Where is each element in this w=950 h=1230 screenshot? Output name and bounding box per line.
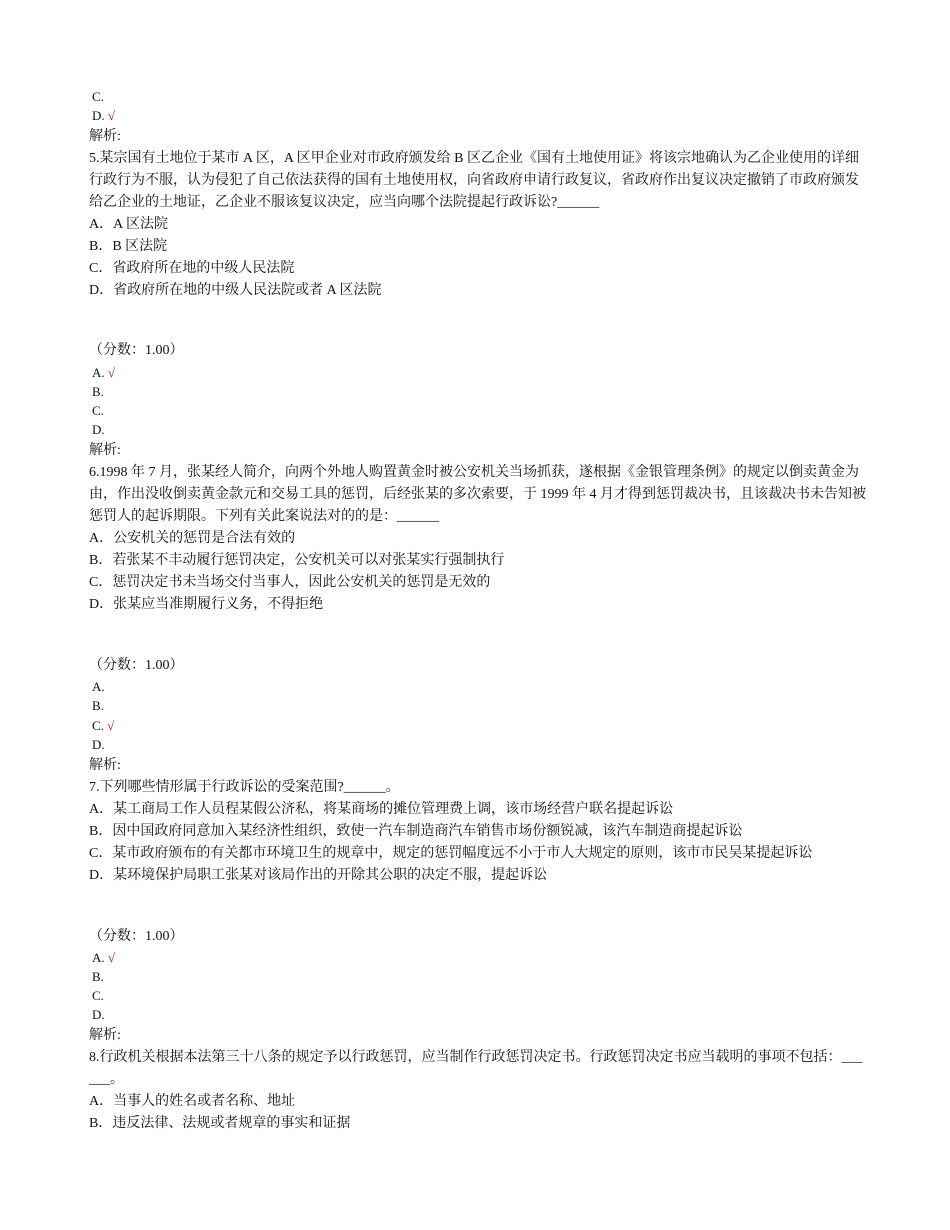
q6-line-3: 惩罚人的起诉期限。下列有关此案说法对的的是：______ [89, 509, 439, 524]
q7-answer-c: C. [92, 988, 104, 1003]
correct-check-mark: √ [107, 950, 116, 965]
q6-answer-b: B. [92, 698, 104, 713]
q6-answer-c: C. √ [92, 718, 115, 733]
q7-option-c: C．某市政府颁布的有关都市环境卫生的规章中，规定的惩罚幅度远不小于市人大规定的原则，该市市民吴某提起诉讼 [89, 846, 813, 861]
q6-answer-d: D. [92, 737, 105, 752]
q8-line-2: ___。 [89, 1072, 124, 1087]
q5-option-a: A．A 区法院 [89, 217, 168, 232]
q5-answer-c: C. [92, 403, 104, 418]
correct-check-mark: √ [107, 718, 115, 733]
q5-line-1: 5.某宗国有土地位于某市 A 区，A 区甲企业对市政府颁发给 B 区乙企业《国有土地使用证》将该宗地确认为乙企业使用的详细 [89, 151, 860, 166]
q6-option-a: A．公安机关的惩罚是合法有效的 [89, 531, 296, 546]
analysis-label: 解析: [89, 443, 121, 458]
analysis-label: 解析: [89, 129, 121, 144]
correct-check-mark: √ [107, 365, 116, 380]
q6-answer-a: A. [92, 679, 105, 694]
correct-check-mark: √ [107, 108, 116, 123]
q7-answer-a: A. √ [92, 950, 116, 965]
q5-answer-a: A. √ [92, 365, 116, 380]
q7-score: （分数：1.00） [89, 929, 184, 944]
q6-option-b: B．若张某不丰动履行惩罚决定，公安机关可以对张某实行强制执行 [89, 553, 505, 568]
q5-answer-d: D. [92, 422, 105, 437]
q6-option-c: C．惩罚决定书未当场交付当事人，因此公安机关的惩罚是无效的 [89, 575, 491, 590]
q8-option-b: B．违反法律、法规或者规章的事实和证据 [89, 1116, 351, 1131]
q5-option-b: B．B 区法院 [89, 239, 168, 254]
q7-option-b: B．因中国政府同意加入某经济性组织，致使一汽车制造商汽车销售市场份额锐减，该汽车制造商提起诉讼 [89, 824, 743, 839]
q5-option-c: C．省政府所在地的中级人民法院 [89, 261, 295, 276]
q6-line-1: 6.1998 年 7 月，张某经人简介，向两个外地人购置黄金时被公安机关当场抓获，遂根据《金银管理条例》的规定以倒卖黄金为 [89, 465, 859, 480]
q5-line-2: 行政行为不服，认为侵犯了自己依法获得的国有土地使用权，向省政府申请行政复议，省政府作出复议决定撤销了市政府颁发 [89, 173, 859, 188]
top-option-d: D. √ [92, 108, 116, 123]
q7-option-d: D．某环境保护局职工张某对该局作出的开除其公职的决定不服，提起诉讼 [89, 868, 548, 883]
q6-option-d: D．张某应当准期履行义务，不得拒绝 [89, 597, 324, 612]
q7-option-a: A．某工商局工作人员程某假公济私，将某商场的摊位管理费上调，该市场经营户联名提起诉讼 [89, 802, 674, 817]
q5-score: （分数：1.00） [89, 343, 184, 358]
q7-answer-d: D. [92, 1007, 105, 1022]
analysis-label: 解析: [89, 758, 121, 773]
q6-line-2: 由，作出没收倒卖黄金款元和交易工具的惩罚，后经张某的多次索要，于 1999 年 4 月才得到惩罚裁决书，且该裁决书未告知被 [89, 487, 866, 502]
q6-score: （分数：1.00） [89, 658, 184, 673]
analysis-label: 解析: [89, 1028, 121, 1043]
q5-option-d: D．省政府所在地的中级人民法院或者 A 区法院 [89, 283, 382, 298]
q7-line-1: 7.下列哪些情形属于行政诉讼的受案范围?______。 [89, 780, 400, 795]
q5-answer-b: B. [92, 384, 104, 399]
q7-answer-b: B. [92, 969, 104, 984]
q8-option-a: A．当事人的姓名或者名称、地址 [89, 1094, 296, 1109]
q8-line-1: 8.行政机关根据本法第三十八条的规定予以行政惩罚，应当制作行政惩罚决定书。行政惩罚决定书应当载明的事项不包括：___ [89, 1050, 863, 1065]
top-option-c: C. [92, 89, 104, 104]
q5-line-3: 给乙企业的土地证，乙企业不服该复议决定，应当向哪个法院提起行政诉讼?______ [89, 195, 600, 210]
